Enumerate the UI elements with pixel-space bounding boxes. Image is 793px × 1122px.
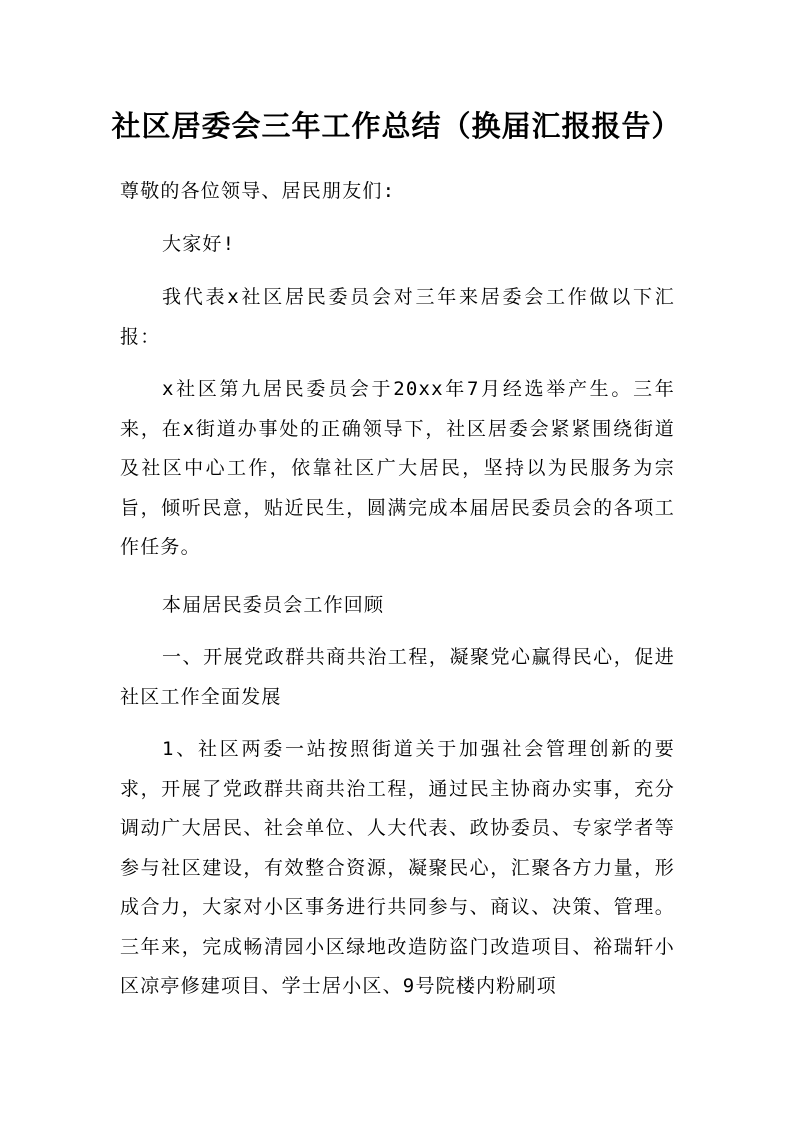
review-heading: 本届居民委员会工作回顾: [162, 594, 385, 616]
section-one-heading: 一、开展党政群共商共治工程，凝聚党心赢得民心，促进社区工作全面发展: [120, 646, 675, 708]
hello-paragraph: 大家好!: [162, 233, 236, 255]
greeting-paragraph: 尊敬的各位领导、居民朋友们:: [120, 180, 396, 202]
document-title: 社区居委会三年工作总结（换届汇报报告）: [111, 109, 682, 143]
item-one-paragraph: 1、社区两委一站按照街道关于加强社会管理创新的要求，开展了党政群共商共治工程，通过民主协商办实事，充分调动广大居民、社会单位、人大代表、政协委员、专家学者等参与社区建设，有效整合资源，凝聚民心，汇聚各方力量，形成合力，大家对小区事务进行共同参与、商议、决策、管理。三年来，完成畅清园小区绿地改造防盗门改造项目、裕瑞轩小区凉亭修建项目、学士居小区、9号院楼内粉刷项: [120, 738, 675, 997]
background-paragraph: x社区第九居民委员会于20xx年7月经选举产生。三年来，在x街道办事处的正确领导下，社区居委会紧紧围绕街道及社区中心工作，依靠社区广大居民，坚持以为民服务为宗旨，倾听民意，贴近民生，圆满完成本届居民委员会的各项工作任务。: [120, 378, 675, 558]
intro-paragraph: 我代表x社区居民委员会对三年来居委会工作做以下汇报：: [120, 286, 675, 348]
